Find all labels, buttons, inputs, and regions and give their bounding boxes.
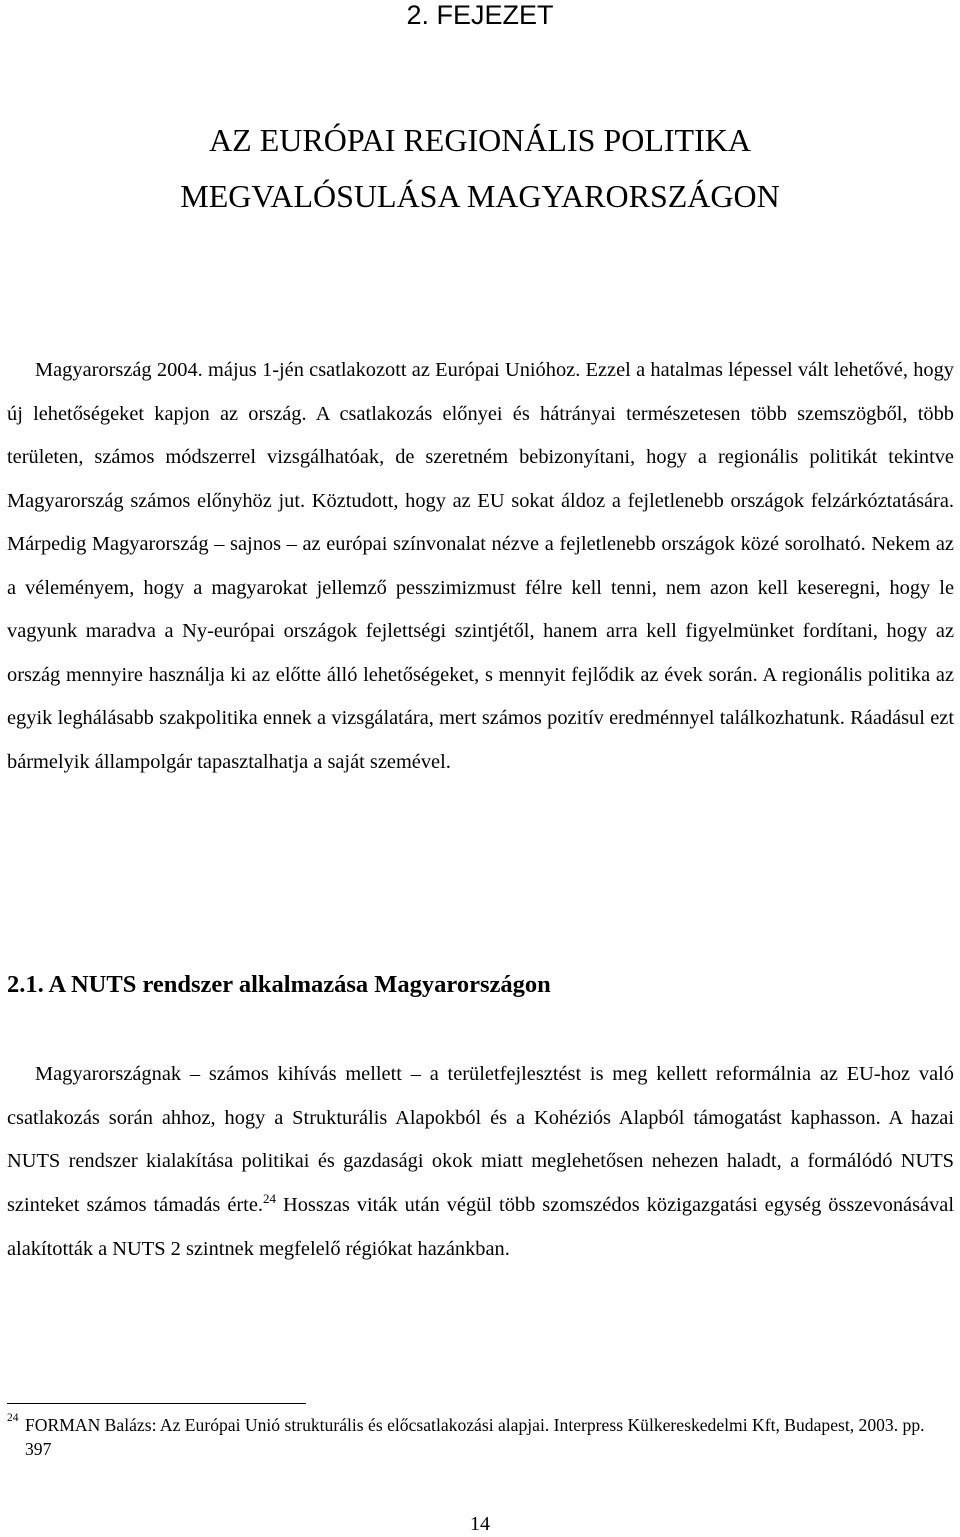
intro-paragraph: Magyarország 2004. május 1-jén csatlakozott az Európai Unióhoz. Ezzel a hatalmas lépessel vált lehetővé, hogy új lehetőségeket kapjon az ország. A csatlakozás előnyei és hátrányai természetesen több szemszögből, több területen, számos módszerrel vizsgálhatóak, de szeretném bebizonyítani, hogy a regionális politikát tekintve Magyarország számos előnyhöz jut. Köztudott, hogy az EU sokat áldoz a fejletlenebb országok felzárkóztatására. Márpedig Magyarország – sajnos – az európai színvonalat nézve a fejletlenebb országok közé sorolható. Nekem az a véleményem, hogy a magyarokat jellemző pesszimizmust félre kell tenni, nem azon kell keseregni, hogy le vagyunk maradva a Ny-európai országok fejlettségi szintjétől, hanem arra kell figyelmünket fordítani, hogy az ország mennyire használja ki az előtte álló lehetőségeket, s mennyit fejlődik az évek során. A regionális politika az egyik leghálásabb szakpolitika ennek a vizsgálatára, mert számos pozitív eredménnyel találkozhatunk. Ráadásul ezt bármelyik állampolgár tapasztalhatja a saját szemével. xyxy=(7,359,954,773)
section-paragraph-continued: Hosszas viták után végül több szomszédos közigazgatási egység összevonásával alakították a NUTS 2 szintnek megfelelő régiókat hazánkban. xyxy=(7,1194,954,1260)
footnote-text: FORMAN Balázs: Az Európai Unió strukturális és előcsatlakozási alapjai. Interpress Külkereskedelmi Kft, Budapest, 2003. pp. 397 xyxy=(25,1415,925,1459)
chapter-title-line-2: MEGVALÓSULÁSA MAGYARORSZÁGON xyxy=(180,178,780,214)
section-paragraph xyxy=(7,1053,954,1272)
section-paragraph-text: Magyarországnak – számos kihívás mellett – a területfejlesztést is meg kellett reformálnia az EU-hoz való csatlakozás során ahhoz, hogy a Strukturális Alapokból és a Kohéziós Alapból támogatást kaphasson. A hazai NUTS rendszer kialakítása politikai és gazdasági okok miatt meglehetősen nehezen haladt, a formálódó NUTS szinteket számos támadás érte. xyxy=(7,1063,954,1217)
footnote-divider xyxy=(7,1403,306,1404)
page-number: 14 xyxy=(470,1513,490,1535)
footnote-reference[interactable]: 24 xyxy=(262,1191,276,1207)
section-heading: 2.1. A NUTS rendszer alkalmazása Magyarországon xyxy=(7,971,551,998)
chapter-title-line-1: AZ EURÓPAI REGIONÁLIS POLITIKA xyxy=(209,122,751,158)
footnote xyxy=(7,1413,954,1461)
chapter-number: 2. FEJEZET xyxy=(406,0,554,30)
chapter-title xyxy=(0,112,960,224)
footnote-number: 24 xyxy=(7,1412,19,1424)
